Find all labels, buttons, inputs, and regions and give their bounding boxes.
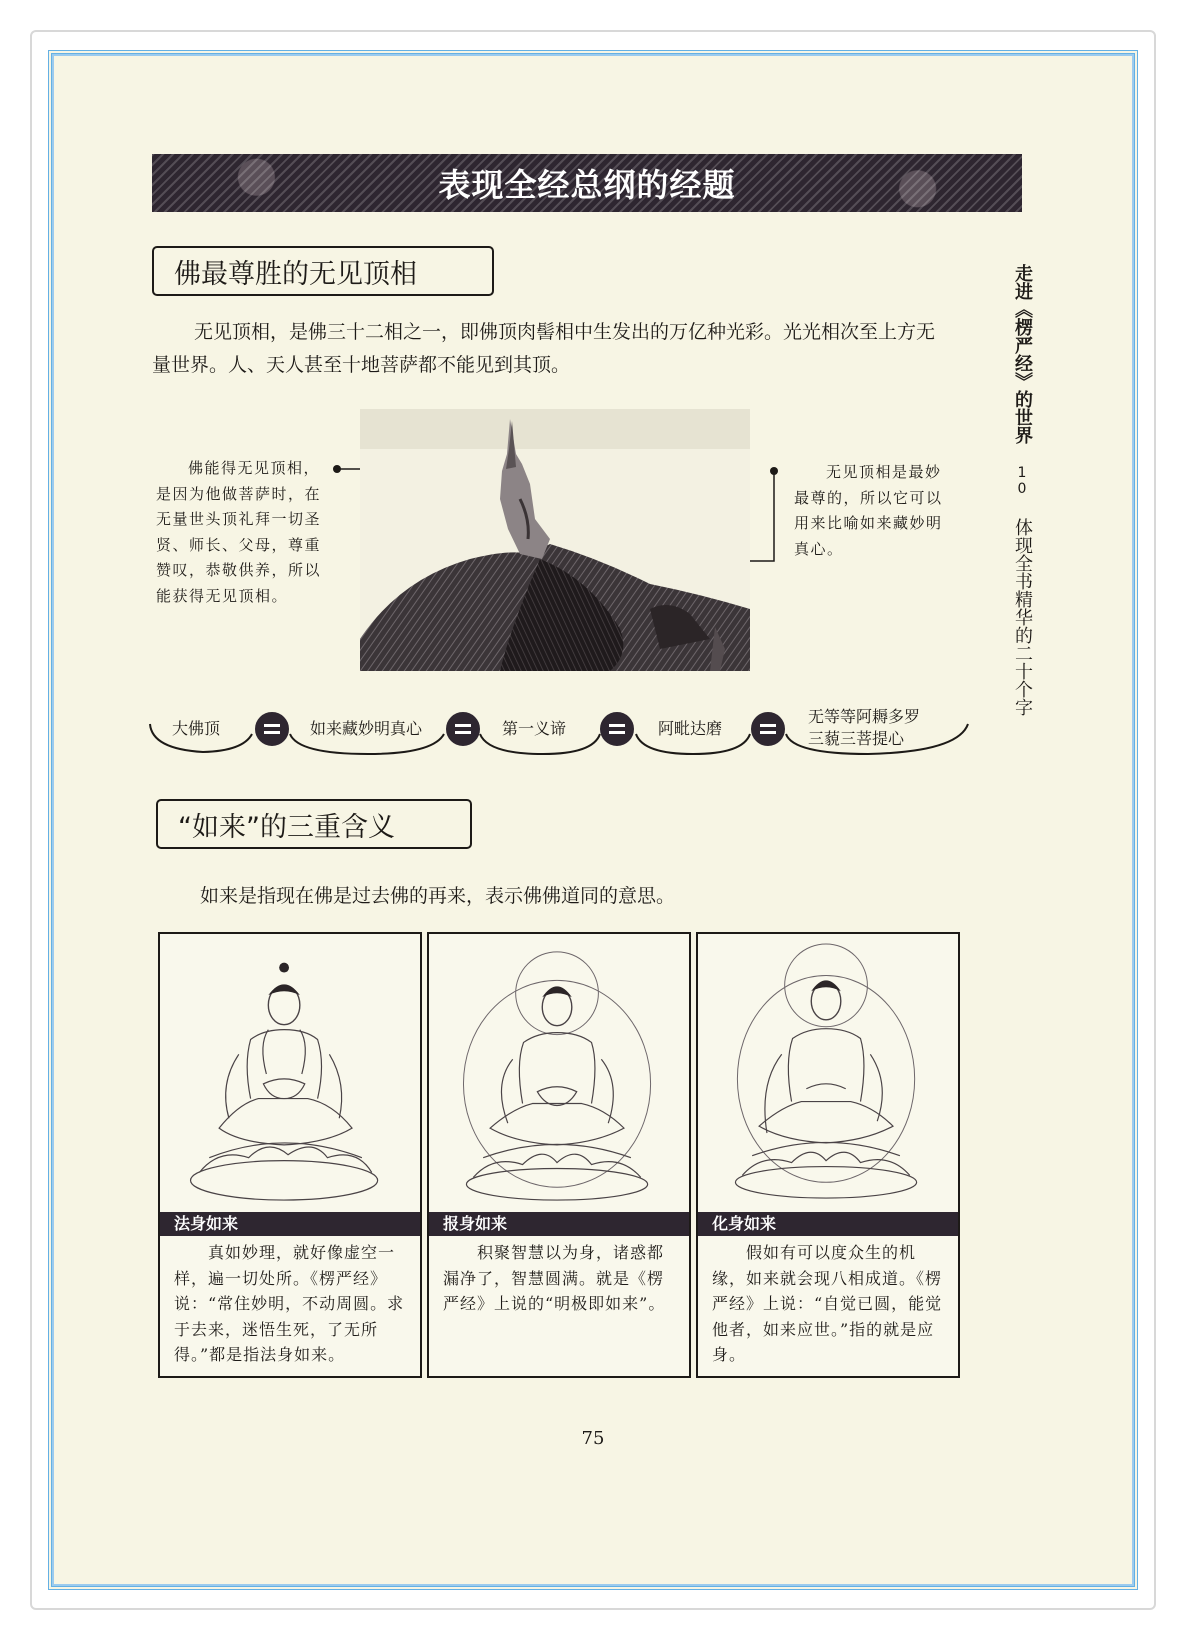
connector-dot-2	[446, 712, 480, 746]
side-title-part1: 走进《楞严经》的世界	[1012, 264, 1033, 444]
section-2-paragraph: 如来是指现在佛是过去佛的再来，表示佛佛道同的意思。	[200, 885, 676, 907]
card-2-text: 积聚智慧以为身，诸惑都漏净了，智慧圆满。就是《楞严经》上说的“明极即如来”。	[443, 1243, 666, 1313]
connector-dot-1	[255, 712, 289, 746]
card-3-text: 假如有可以度众生的机缘，如来就会现八相成道。《楞严经》上说：“自觉已圆，能觉他者，如来应世。”指的就是应身。	[712, 1243, 943, 1364]
buddha-mountain-photo	[360, 409, 750, 671]
title-part-5-line2: 三藐三菩提心	[808, 729, 905, 748]
section-heading-2: “如来”的三重含义	[156, 799, 472, 849]
right-note: 无见顶相是最妙最尊的，所以它可以用来比喻如来藏妙明真心。	[794, 463, 943, 558]
title-part-4: 阿毗达磨	[658, 719, 723, 738]
card-2-label: 报身如来	[429, 1212, 689, 1236]
chapter-banner	[152, 154, 1022, 212]
section-1-paragraph: 无见顶相，是佛三十二相之一，即佛顶肉髻相中生发出的万亿种光彩。光光相次至上方无量世界。人、天人甚至十地菩萨都不能见到其顶。	[152, 321, 936, 376]
card-nirmanakaya	[696, 932, 960, 1378]
card-3-label: 化身如来	[698, 1212, 958, 1236]
card-dharmakaya	[158, 932, 422, 1378]
title-part-2: 如来藏妙明真心	[310, 719, 423, 738]
chapter-title: 表现全经总纲的经题	[438, 166, 736, 204]
book-page	[48, 50, 1138, 1590]
card-sambhogakaya	[427, 932, 691, 1378]
connector-dot-3	[600, 712, 634, 746]
page-number: 75	[581, 1428, 605, 1449]
buddha-illustration-3	[698, 934, 958, 1210]
title-part-3: 第一义谛	[502, 719, 567, 738]
connector-dot-4	[751, 712, 785, 746]
buddha-illustration-2	[429, 934, 689, 1210]
card-1-label: 法身如来	[160, 1212, 420, 1236]
sutra-title-bar	[148, 704, 973, 774]
side-title-part2: 体现全书精华的二十个字	[1012, 518, 1033, 716]
section-heading-1: 佛最尊胜的无见顶相	[152, 246, 494, 296]
title-part-1: 大佛顶	[172, 719, 221, 738]
buddha-illustration-1	[160, 934, 420, 1210]
left-note: 佛能得无见顶相，是因为他做菩萨时，在无量世头顶礼拜一切圣贤、师长、父母，尊重赞叹，恭敬供养，所以能获得无见顶相。	[156, 459, 322, 605]
side-title-number: 10	[1014, 465, 1030, 497]
side-chapter-title	[1005, 264, 1033, 716]
card-1-text: 真如妙理，就好像虚空一样，遍一切处所。《楞严经》说：“常住妙明，不动周圆。求于去来，迷悟生死，了无所得。”都是指法身如来。	[174, 1243, 405, 1364]
title-part-5-line1: 无等等阿耨多罗	[808, 707, 921, 726]
